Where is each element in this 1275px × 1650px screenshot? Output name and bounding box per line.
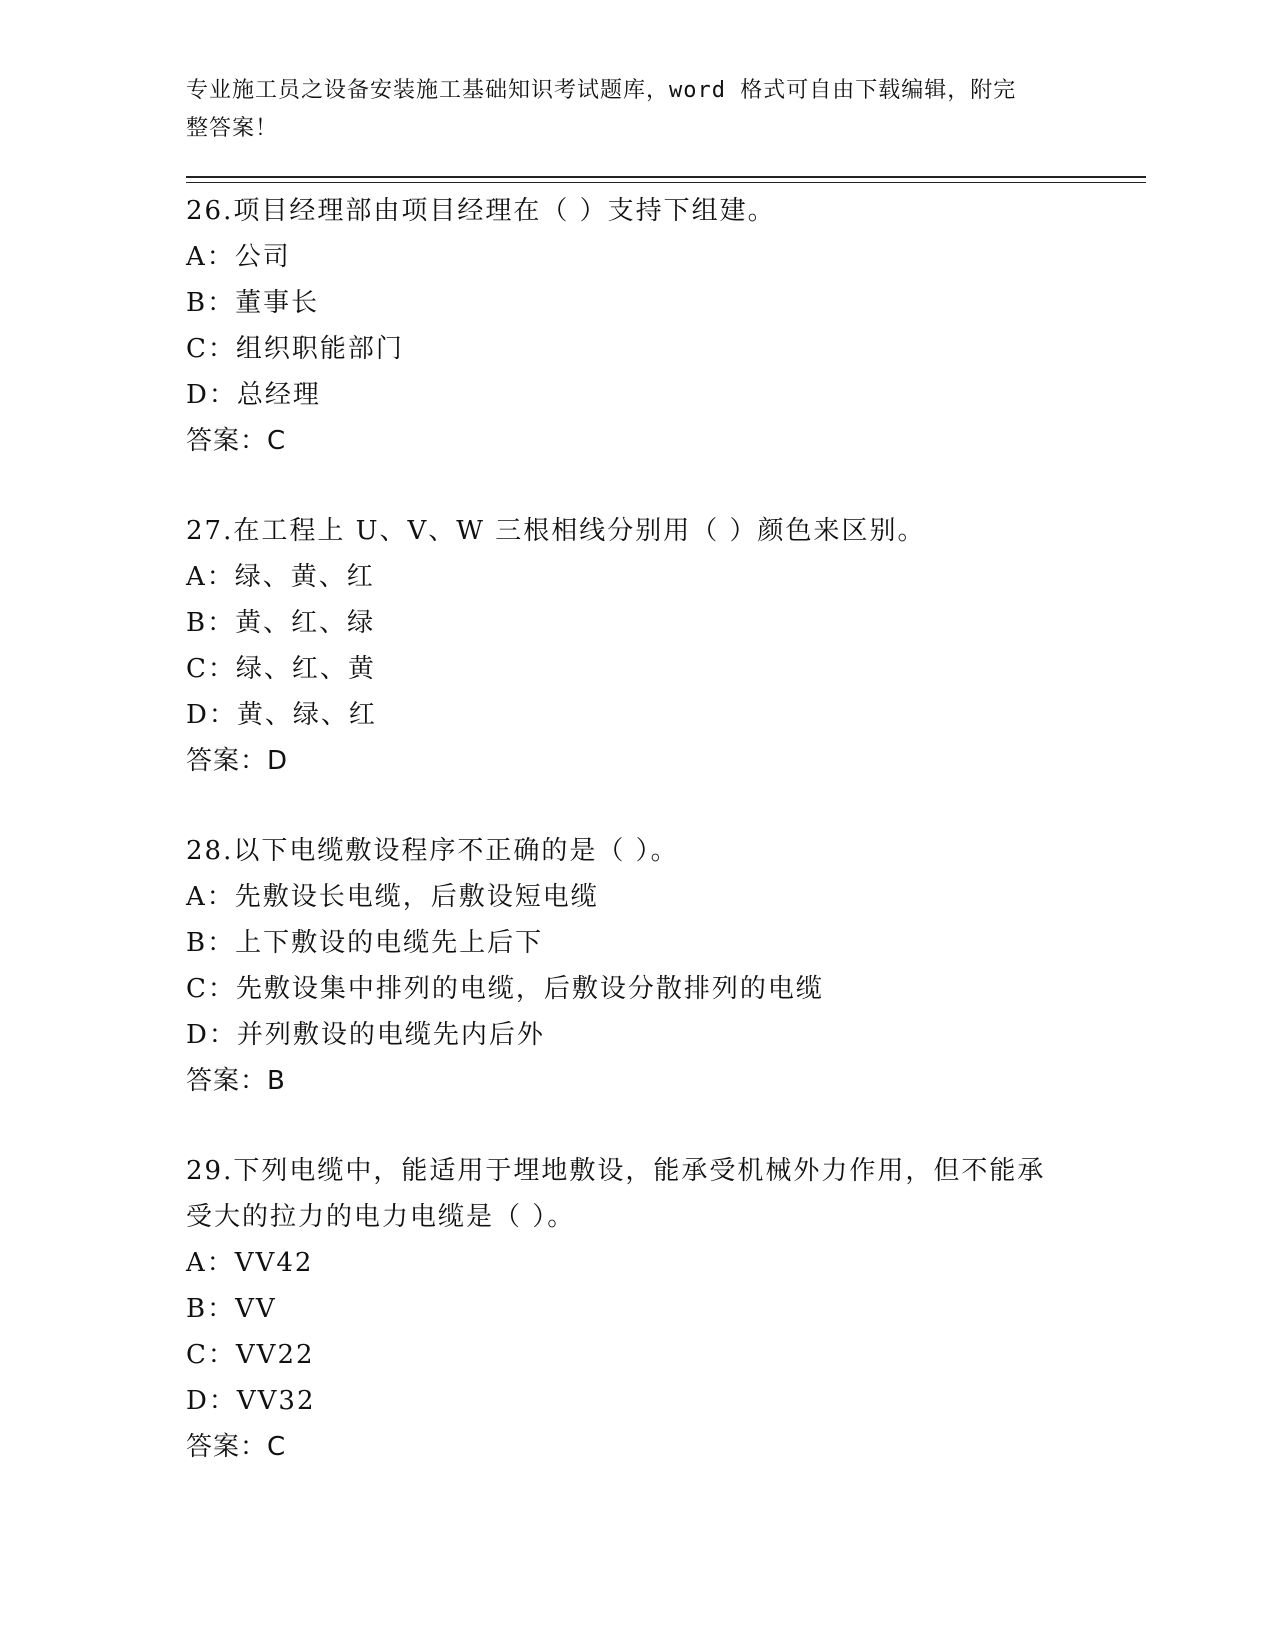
option-c: C：先敷设集中排列的电缆，后敷设分散排列的电缆 [186, 974, 824, 1004]
option-b: B：VV [186, 1294, 277, 1324]
question-stem-line-2: 受大的拉力的电力电缆是（ ）。 [186, 1202, 576, 1232]
option-c: C：组织职能部门 [186, 334, 404, 364]
answer-line: 答案：D [186, 746, 289, 776]
option-a: A：公司 [186, 242, 291, 272]
header-line-1: 专业施工员之设备安装施工基础知识考试题库，word 格式可自由下载编辑，附完 [186, 78, 1017, 103]
option-b: B：上下敷设的电缆先上后下 [186, 928, 544, 958]
option-a: A：VV42 [186, 1248, 314, 1278]
header-divider-thick [186, 176, 1146, 178]
answer-line: 答案：B [186, 1066, 286, 1096]
document-header [186, 72, 1066, 148]
option-b: B：董事长 [186, 288, 320, 318]
option-d: D：黄、绿、红 [186, 700, 377, 730]
header-divider-thin [186, 182, 1146, 183]
question-stem: 28.以下电缆敷设程序不正确的是（ ）。 [186, 836, 679, 866]
option-b: B：黄、红、绿 [186, 608, 376, 638]
question-27 [186, 508, 1086, 784]
question-stem: 27.在工程上 U、V、W 三根相线分别用（ ）颜色来区别。 [186, 516, 926, 546]
option-c: C：VV22 [186, 1340, 315, 1370]
option-d: D：VV32 [186, 1386, 316, 1416]
answer-line: 答案：C [186, 1432, 287, 1462]
question-29 [186, 1148, 1086, 1470]
option-a: A：先敷设长电缆，后敷设短电缆 [186, 882, 599, 912]
question-stem-line-1: 29.下列电缆中，能适用于埋地敷设，能承受机械外力作用，但不能承 [186, 1156, 1046, 1186]
option-a: A：绿、黄、红 [186, 562, 375, 592]
header-line-2: 整答案！ [186, 116, 279, 141]
option-d: D：并列敷设的电缆先内后外 [186, 1020, 545, 1050]
option-c: C：绿、红、黄 [186, 654, 376, 684]
option-d: D：总经理 [186, 380, 321, 410]
question-stem: 26.项目经理部由项目经理在（ ）支持下组建。 [186, 196, 776, 226]
question-28 [186, 828, 1086, 1104]
answer-line: 答案：C [186, 426, 287, 456]
question-26 [186, 188, 1086, 464]
